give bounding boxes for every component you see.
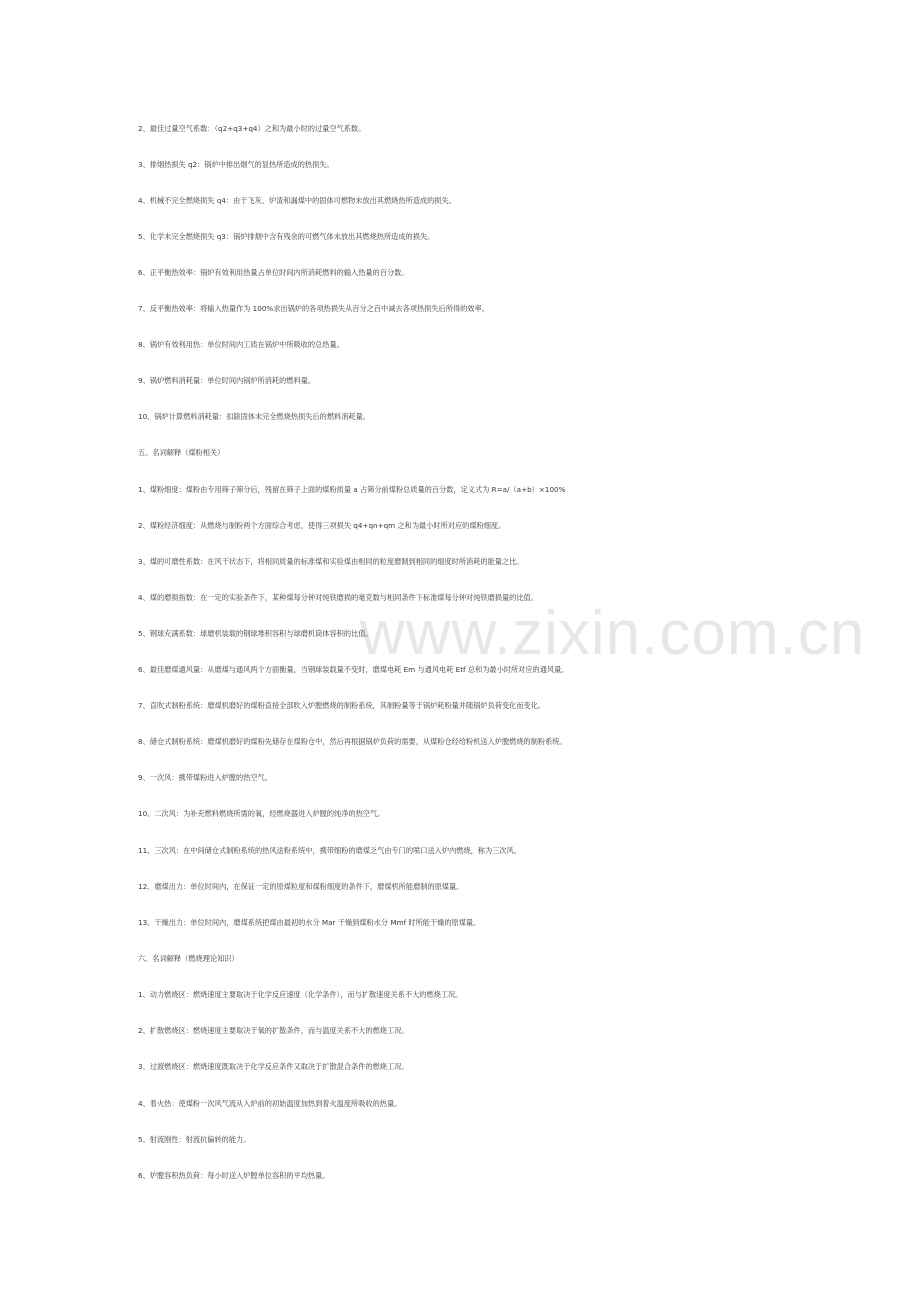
definition-line: 5、化学未完全燃烧损失 q3：锅炉排烟中含有残余的可燃气体未放出其燃烧热所造成的损失。 xyxy=(138,232,435,241)
section-heading: 六、名词解释（燃烧理论知识） xyxy=(138,954,239,963)
definition-line: 9、锅炉燃料消耗量：单位时间内锅炉所消耗的燃料量。 xyxy=(138,376,316,385)
definition-line: 2、煤粉经济细度：从燃烧与制粉两个方面综合考虑，使得三项损失 q4+qn+qm 之和为最小时所对应的煤粉细度。 xyxy=(138,521,506,530)
definition-line: 1、煤粉细度：煤粉由专用筛子筛分后，残留在筛子上面的煤粉质量 a 占筛分前煤粉总质量的百分数，定义式为 R=a/（a+b）×100% xyxy=(138,485,566,494)
definition-line: 8、锅炉有效利用热：单位时间内工质在锅炉中所吸收的总热量。 xyxy=(138,340,344,349)
definition-line: 1、动力燃烧区：燃烧速度主要取决于化学反应速度（化学条件），而与扩散速度关系不大的燃烧工况。 xyxy=(138,990,463,999)
definition-line: 4、着火热：使煤粉一次风气流从入炉前的初始温度加热到着火温度所吸收的热量。 xyxy=(138,1099,402,1108)
definition-line: 12、磨煤出力：单位时间内，在保证一定的原煤粒度和煤粉细度的条件下，磨煤机所能磨制的原煤量。 xyxy=(138,882,464,891)
definition-line: 7、直吹式制粉系统：磨煤机磨好的煤粉直接全部吹入炉膛燃烧的制粉系统，其制粉量等于锅炉耗粉量并随锅炉负荷变化而变化。 xyxy=(138,701,546,710)
definition-line: 4、机械不完全燃烧损失 q4：由于飞灰、炉渣和漏煤中的固体可燃物未放出其燃烧热所造成的损失。 xyxy=(138,196,456,205)
definition-line: 11、三次风：在中间储仓式制粉系统的热风送粉系统中，携带细粉的磨煤乏气由专门的喷口送入炉内燃烧，称为三次风。 xyxy=(138,846,521,855)
section-heading: 五、名词解释（煤粉相关） xyxy=(138,448,225,457)
definition-line: 2、最佳过量空气系数：（q2+q3+q4）之和为最小时的过量空气系数。 xyxy=(138,124,366,133)
definition-line: 6、炉膛容积热负荷：每小时送入炉膛单位容积的平均热量。 xyxy=(138,1171,330,1180)
definition-line: 5、钢球充满系数：球磨机装载的钢球堆积容积与球磨机筒体容积的比值。 xyxy=(138,629,373,638)
definition-line: 9、一次风：携带煤粉进入炉膛的热空气。 xyxy=(138,773,272,782)
definition-line: 6、正平衡热效率：锅炉有效利用热量占单位时间内所消耗燃料的输入热量的百分数。 xyxy=(138,268,409,277)
definition-line: 3、煤的可磨性系数：在风干状态下，将相同质量的标准煤和实验煤由相同的粒度磨制到相同的细度时所消耗的能量之比。 xyxy=(138,557,524,566)
definition-line: 5、射流刚性：射流抗偏转的能力。 xyxy=(138,1135,251,1144)
definition-line: 3、过渡燃烧区：燃烧速度既取决于化学反应条件又取决于扩散混合条件的燃烧工况。 xyxy=(138,1062,409,1071)
definition-line: 7、反平衡热效率：将输入热量作为 100%求出锅炉的各项热损失从百分之百中减去各项热损失后所得的效率。 xyxy=(138,304,489,313)
watermark: www.zixin.com.cn xyxy=(360,599,866,668)
definition-line: 10、锅炉计算燃料消耗量：扣除固体未完全燃烧热损失后的燃料消耗量。 xyxy=(138,412,370,421)
definition-line: 13、干燥出力：单位时间内，磨煤系统把煤由最初的水分 Mar 干燥到煤粉水分 Mmf 时所能干燥的原煤量。 xyxy=(138,918,481,927)
definition-line: 2、扩散燃烧区：燃烧速度主要取决于氧的扩散条件，而与温度关系不大的燃烧工况。 xyxy=(138,1026,409,1035)
definition-line: 8、储仓式制粉系统：磨煤机磨好的煤粉先储存在煤粉仓中，然后再根据锅炉负荷的需要，从煤粉仓经给粉机送入炉膛燃烧的制粉系统。 xyxy=(138,737,567,746)
definition-line: 3、排烟热损失 q2：锅炉中排出烟气的显热所造成的热损失。 xyxy=(138,160,334,169)
definition-line: 10、二次风：为补充燃料燃烧所需的氧，经燃烧器进入炉膛的纯净的热空气。 xyxy=(138,809,385,818)
definition-line: 4、煤的磨损指数：在一定的实验条件下，某种煤每分钟对纯铁磨损的毫克数与相同条件下标准煤每分钟对纯铁磨损量的比值。 xyxy=(138,593,538,602)
definition-line: 6、最佳磨煤通风量：从磨煤与通风两个方面衡量，当钢球装载量不变时，磨煤电耗 Em 与通风电耗 Etf 总和为最小时所对应的通风量。 xyxy=(138,665,569,674)
